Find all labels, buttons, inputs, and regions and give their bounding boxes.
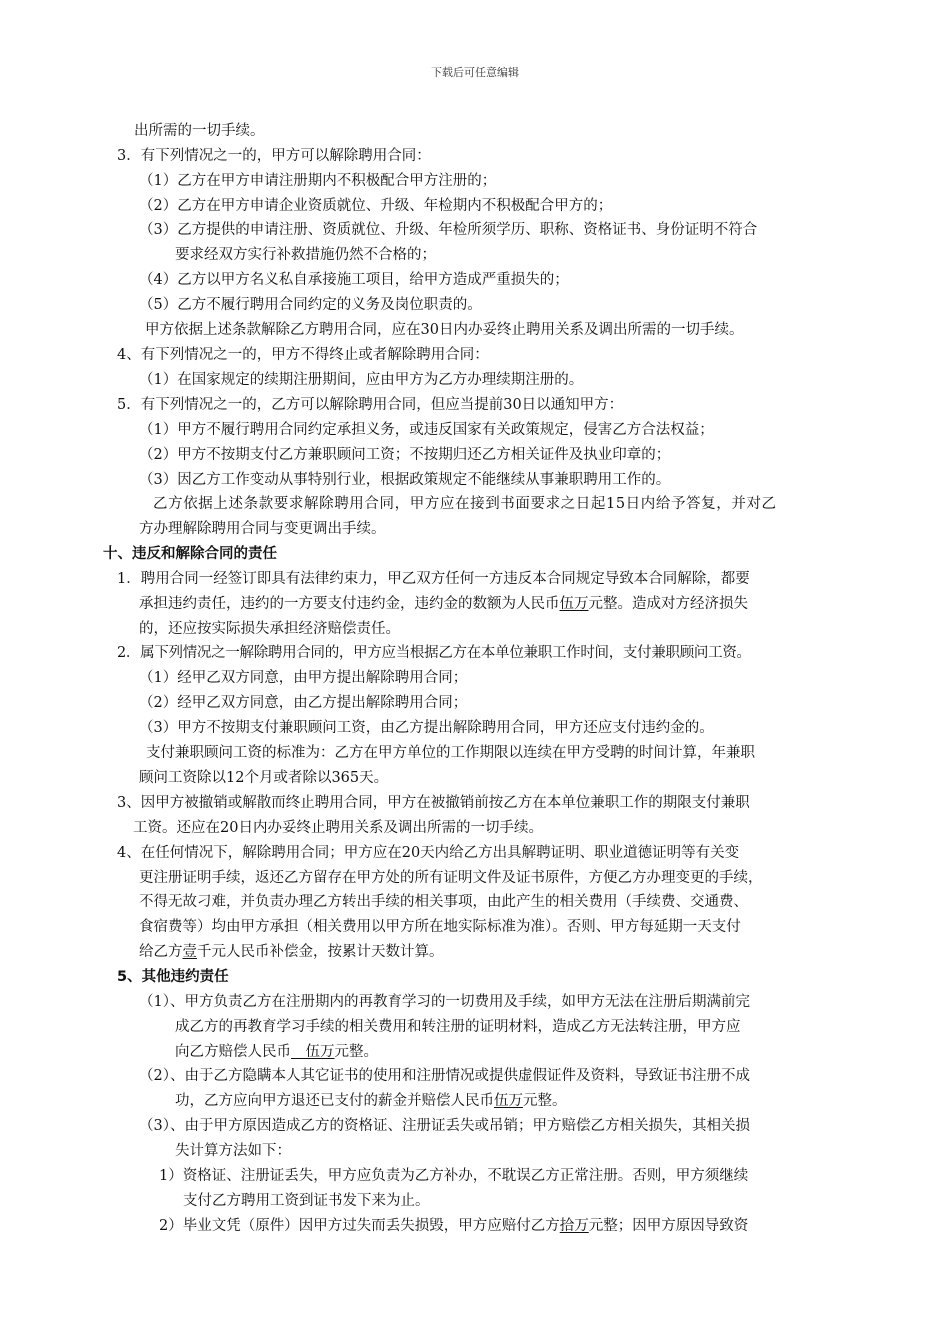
text-segment: 给乙方 — [139, 944, 183, 960]
text-segment: 元整。 — [523, 1093, 567, 1109]
text-line: （2）甲方不按期支付乙方兼职顾问工资；不按期归还乙方相关证件及执业印章的； — [139, 447, 671, 463]
text-segment: 2）毕业文凭（原件）因甲方过失而丢失损毁，甲方应赔付乙方 — [159, 1218, 560, 1234]
text-line: 失计算方法如下： — [175, 1143, 291, 1159]
text-line: 食宿费等）均由甲方承担（相关费用以甲方所在地实际标准为准）。否则、甲方每延期一天支付 — [139, 919, 741, 935]
text-line: （3）因乙方工作变动从事特别行业，根据政策规定不能继续从事兼职聘用工作的。 — [139, 472, 671, 488]
text-line: 5、其他违约责任 — [117, 969, 229, 985]
text-line: 要求经双方实行补救措施仍然不合格的； — [175, 247, 436, 263]
text-line: 4、有下列情况之一的，甲方不得终止或者解除聘用合同： — [117, 347, 489, 363]
text-line: （2）乙方在甲方申请企业资质就位、升级、年检期内不积极配合甲方的； — [139, 198, 613, 214]
text-line: 更注册证明手续，返还乙方留存在甲方处的所有证明文件及证书原件，方便乙方办理变更的手续， — [139, 870, 763, 886]
text-line: 顾问工资除以12个月或者除以365天。 — [139, 770, 389, 786]
text-line — [159, 1216, 748, 1236]
text-line: 甲方依据上述条款解除乙方聘用合同，应在30日内办妥终止聘用关系及调出所需的一切手续。 — [145, 322, 744, 338]
text-line: 方办理解除聘用合同与变更调出手续。 — [139, 521, 386, 537]
text-line: （2）、由于乙方隐瞒本人其它证书的使用和注册情况或提供虚假证件及资料，导致证书注册不成 — [139, 1068, 750, 1084]
text-line: （1）甲方不履行聘用合同约定承担义务，或违反国家有关政策规定，侵害乙方合法权益； — [139, 422, 714, 438]
text-segment: 元整；因甲方原因导致资 — [588, 1218, 749, 1234]
underlined-amount: 壹 — [182, 944, 197, 960]
text-segment: 千元人民币补偿金，按累计天数计算。 — [197, 944, 444, 960]
text-line: 1）资格证、注册证丢失，甲方应负责为乙方补办，不耽误乙方正常注册。否则，甲方须继续 — [159, 1168, 749, 1184]
text-segment: 向乙方赔偿人民币 — [175, 1044, 291, 1060]
underlined-amount: 伍万 — [559, 596, 589, 612]
text-line: （3）甲方不按期支付兼职顾问工资，由乙方提出解除聘用合同，甲方还应支付违约金的。 — [139, 720, 714, 736]
text-line: 5．有下列情况之一的，乙方可以解除聘用合同，但应当提前30日以通知甲方： — [117, 397, 624, 413]
page-header: 下载后可任意编辑 — [431, 66, 519, 79]
text-line: 成乙方的再教育学习手续的相关费用和转注册的证明材料，造成乙方无法转注册，甲方应 — [175, 1019, 741, 1035]
text-line: 支付兼职顾问工资的标准为：乙方在甲方单位的工作期限以连续在甲方受聘的时间计算，年兼职 — [146, 745, 755, 761]
text-line: 1．聘用合同一经签订即具有法律约束力，甲乙双方任何一方违反本合同规定导致本合同解除，都要 — [117, 571, 750, 587]
text-line: （4）乙方以甲方名义私自承接施工项目，给甲方造成严重损失的； — [139, 272, 569, 288]
text-line: 2．属下列情况之一解除聘用合同的，甲方应当根据乙方在本单位兼职工作时间，支付兼职顾问工资。 — [117, 645, 751, 661]
text-line: （3）、由于甲方原因造成乙方的资格证、注册证丢失或吊销；甲方赔偿乙方相关损失，其相关损 — [139, 1118, 750, 1134]
text-line: 出所需的一切手续。 — [134, 123, 265, 139]
text-line: 工资。还应在20日内办妥终止聘用关系及调出所需的一切手续。 — [133, 820, 543, 836]
text-line: （5）乙方不履行聘用合同约定的义务及岗位职责的。 — [139, 297, 482, 313]
text-line — [139, 942, 444, 962]
text-segment: 承担违约责任，违约的一方要支付违约金，违约金的数额为人民币 — [139, 596, 560, 612]
text-line — [175, 1042, 378, 1062]
text-line: （2）经甲乙双方同意，由乙方提出解除聘用合同； — [139, 695, 468, 711]
text-line: （3）乙方提供的申请注册、资质就位、升级、年检所须学历、职称、资格证书、身份证明不符合 — [139, 222, 758, 238]
text-line: 3、因甲方被撤销或解散而终止聘用合同，甲方在被撤销前按乙方在本单位兼职工作的期限支付兼职 — [117, 795, 750, 811]
underlined-amount: 拾万 — [559, 1218, 589, 1234]
text-line — [175, 1091, 567, 1111]
text-line: （1）经甲乙双方同意，由甲方提出解除聘用合同； — [139, 670, 468, 686]
text-line: 3．有下列情况之一的，甲方可以解除聘用合同： — [117, 148, 431, 164]
text-line — [139, 594, 748, 614]
text-line: 支付乙方聘用工资到证书发下来为止。 — [183, 1193, 430, 1209]
text-line: 不得无故刁难，并负责办理乙方转出手续的相关事项，由此产生的相关费用（手续费、交通费、 — [139, 894, 748, 910]
text-segment: 元整。造成对方经济损失 — [588, 596, 748, 612]
underlined-amount: 伍万 — [494, 1093, 523, 1109]
text-segment: 元整。 — [334, 1044, 378, 1060]
text-line: （1）乙方在甲方申请注册期内不积极配合甲方注册的； — [139, 173, 497, 189]
text-line: 的，还应按实际损失承担经济赔偿责任。 — [139, 621, 400, 637]
text-line: 乙方依据上述条款要求解除聘用合同，甲方应在接到书面要求之日起15日内给予答复，并对乙 — [153, 496, 777, 512]
text-line: （1）在国家规定的续期注册期间，应由甲方为乙方办理续期注册的。 — [139, 372, 584, 388]
text-segment: 功，乙方应向甲方退还已支付的薪金并赔偿人民币 — [175, 1093, 494, 1109]
text-line: （1）、甲方负责乙方在注册期内的再教育学习的一切费用及手续，如甲方无法在注册后期满前完 — [139, 994, 750, 1010]
text-line: 十、违反和解除合同的责任 — [103, 546, 277, 562]
text-line: 4、在任何情况下，解除聘用合同；甲方应在20天内给乙方出具解聘证明、职业道德证明等有关变 — [117, 845, 740, 861]
underlined-amount: 伍万 — [291, 1044, 335, 1060]
